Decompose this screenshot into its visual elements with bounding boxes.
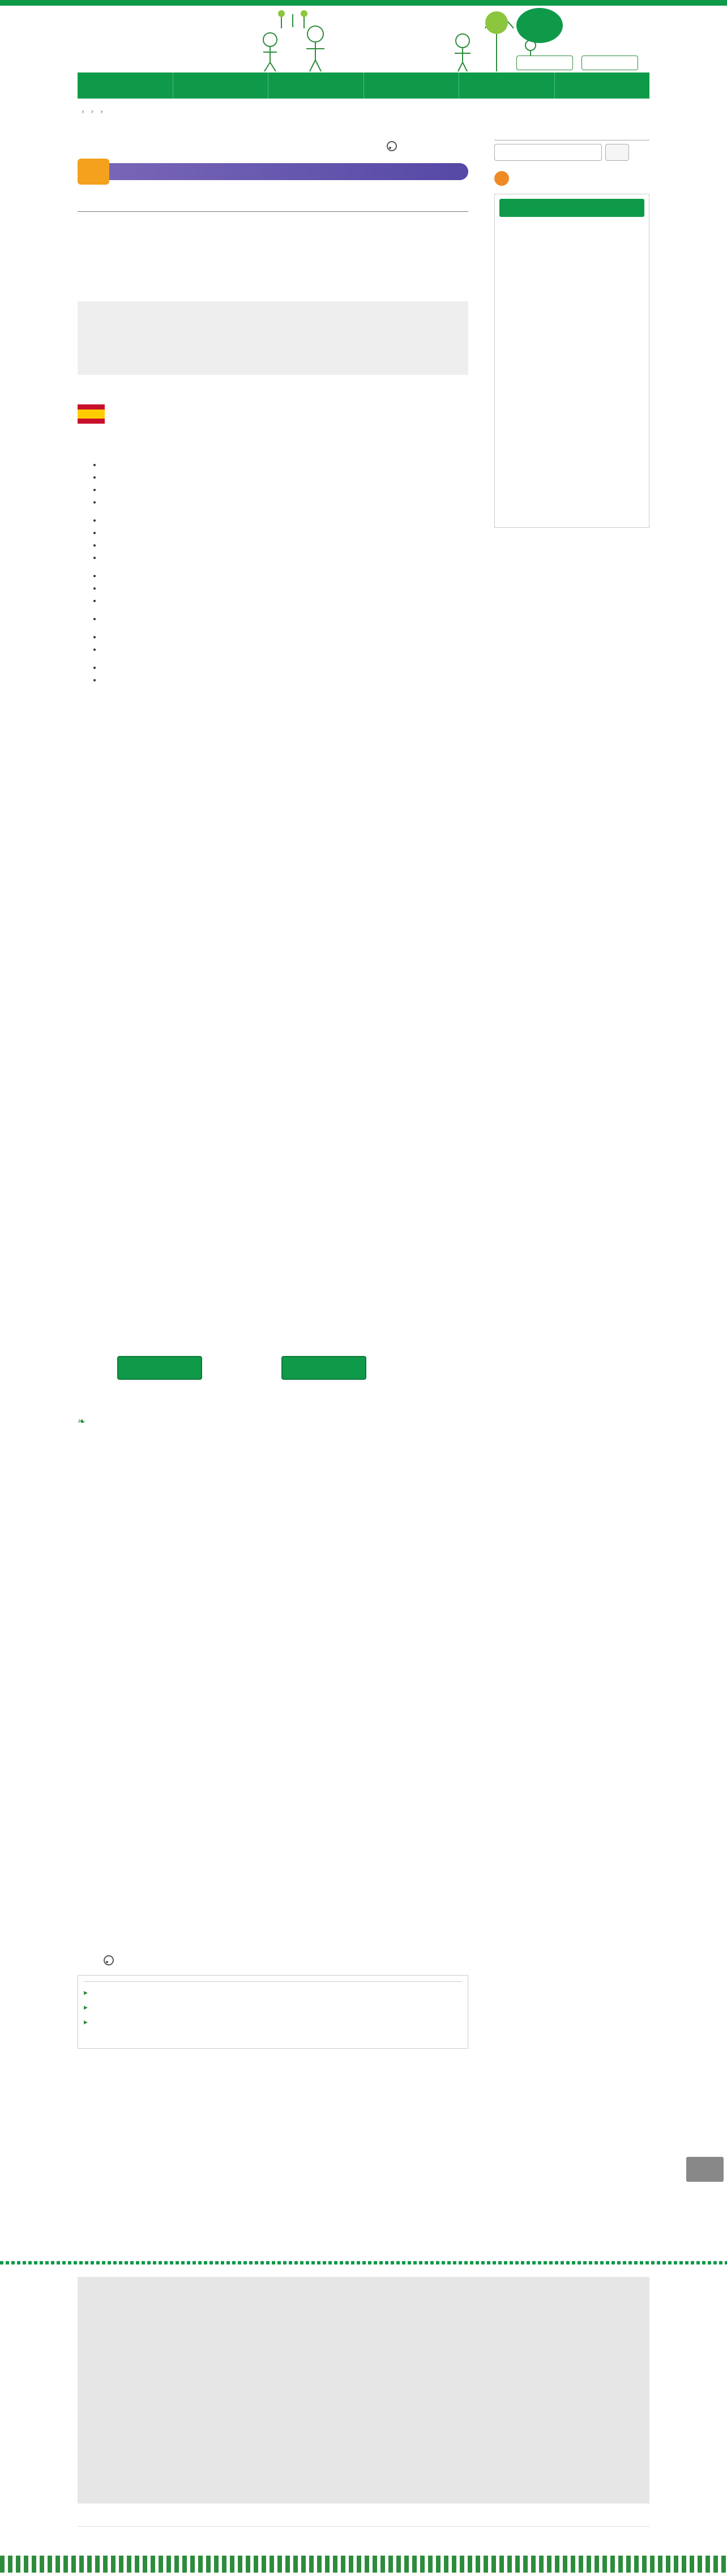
main-nav: [78, 72, 649, 99]
search-input[interactable]: [494, 144, 602, 161]
education-system-diagram: [78, 991, 417, 1331]
list-item: [101, 459, 468, 471]
list-item: [101, 582, 468, 595]
search-heading: [494, 138, 649, 140]
list-item: [101, 643, 468, 656]
fact-list: [78, 455, 468, 692]
footer-links: [78, 2277, 649, 2504]
fact-expenditure-list: [101, 570, 468, 607]
nav-events[interactable]: [364, 72, 460, 99]
list-item: [101, 484, 468, 496]
site-footer: [0, 2261, 727, 2573]
list-item: [101, 595, 468, 607]
recent-link[interactable]: [84, 2000, 462, 2015]
recent-link[interactable]: [84, 2015, 462, 2029]
leaf-icon: ❧: [78, 1416, 86, 1427]
list-item: [101, 570, 468, 582]
news-box: [494, 194, 649, 528]
fact-system-list: [101, 459, 468, 509]
spain-flag-icon: [78, 404, 105, 424]
site-header: [78, 6, 649, 72]
list-item: [101, 613, 468, 625]
list-item: [101, 471, 468, 484]
bottom-keywords: [78, 1931, 114, 1943]
nav-director-blog[interactable]: [459, 72, 555, 99]
sidebar-rss-icon[interactable]: [494, 171, 509, 186]
japanese-language-button[interactable]: [516, 56, 573, 70]
rss-icon[interactable]: [383, 140, 400, 152]
news-title: [499, 199, 644, 217]
recent-research-box: [78, 1975, 468, 2049]
list-item: [101, 527, 468, 539]
nav-about[interactable]: [555, 72, 650, 99]
research-icon: [78, 159, 109, 185]
list-item: [101, 496, 468, 509]
article-title: [78, 203, 468, 212]
action-buttons: [117, 1356, 457, 1381]
recent-title: [84, 1979, 462, 1982]
list-item: [101, 539, 468, 552]
recent-link[interactable]: [84, 1985, 462, 2000]
list-item: [101, 552, 468, 564]
report-list-button[interactable]: [281, 1356, 366, 1380]
search-form: [494, 144, 649, 161]
breadcrumb: › › ›: [82, 108, 104, 116]
english-language-button[interactable]: [581, 56, 638, 70]
list-item: [101, 631, 468, 643]
nav-research[interactable]: [268, 72, 364, 99]
rss-icon[interactable]: [100, 1955, 117, 1966]
list-item: [101, 514, 468, 527]
related-heading: [78, 1414, 85, 1429]
search-button[interactable]: [605, 144, 629, 161]
footer-bottom: [78, 2526, 649, 2549]
nav-parenting[interactable]: [173, 72, 269, 99]
site-logo[interactable]: [78, 8, 208, 69]
section-header: [78, 159, 468, 185]
list-item: [101, 662, 468, 674]
fact-ranking-list: [101, 662, 468, 686]
fact-enrollment-list: [101, 514, 468, 564]
what-is-child-science-button[interactable]: [516, 8, 563, 43]
top-bar: [0, 0, 727, 6]
page-top-button[interactable]: [686, 2157, 724, 2182]
footer-grass-decoration: [0, 2556, 727, 2573]
nav-home[interactable]: [78, 72, 173, 99]
list-item: [101, 674, 468, 686]
fact-class-size-list: [101, 613, 468, 625]
sidebar: [494, 138, 649, 528]
reference-list: [78, 1438, 468, 1449]
abstract-box: [78, 301, 468, 375]
basic-data-button[interactable]: [117, 1356, 202, 1380]
article-meta: [78, 256, 114, 283]
fact-ratio-list: [101, 631, 468, 656]
